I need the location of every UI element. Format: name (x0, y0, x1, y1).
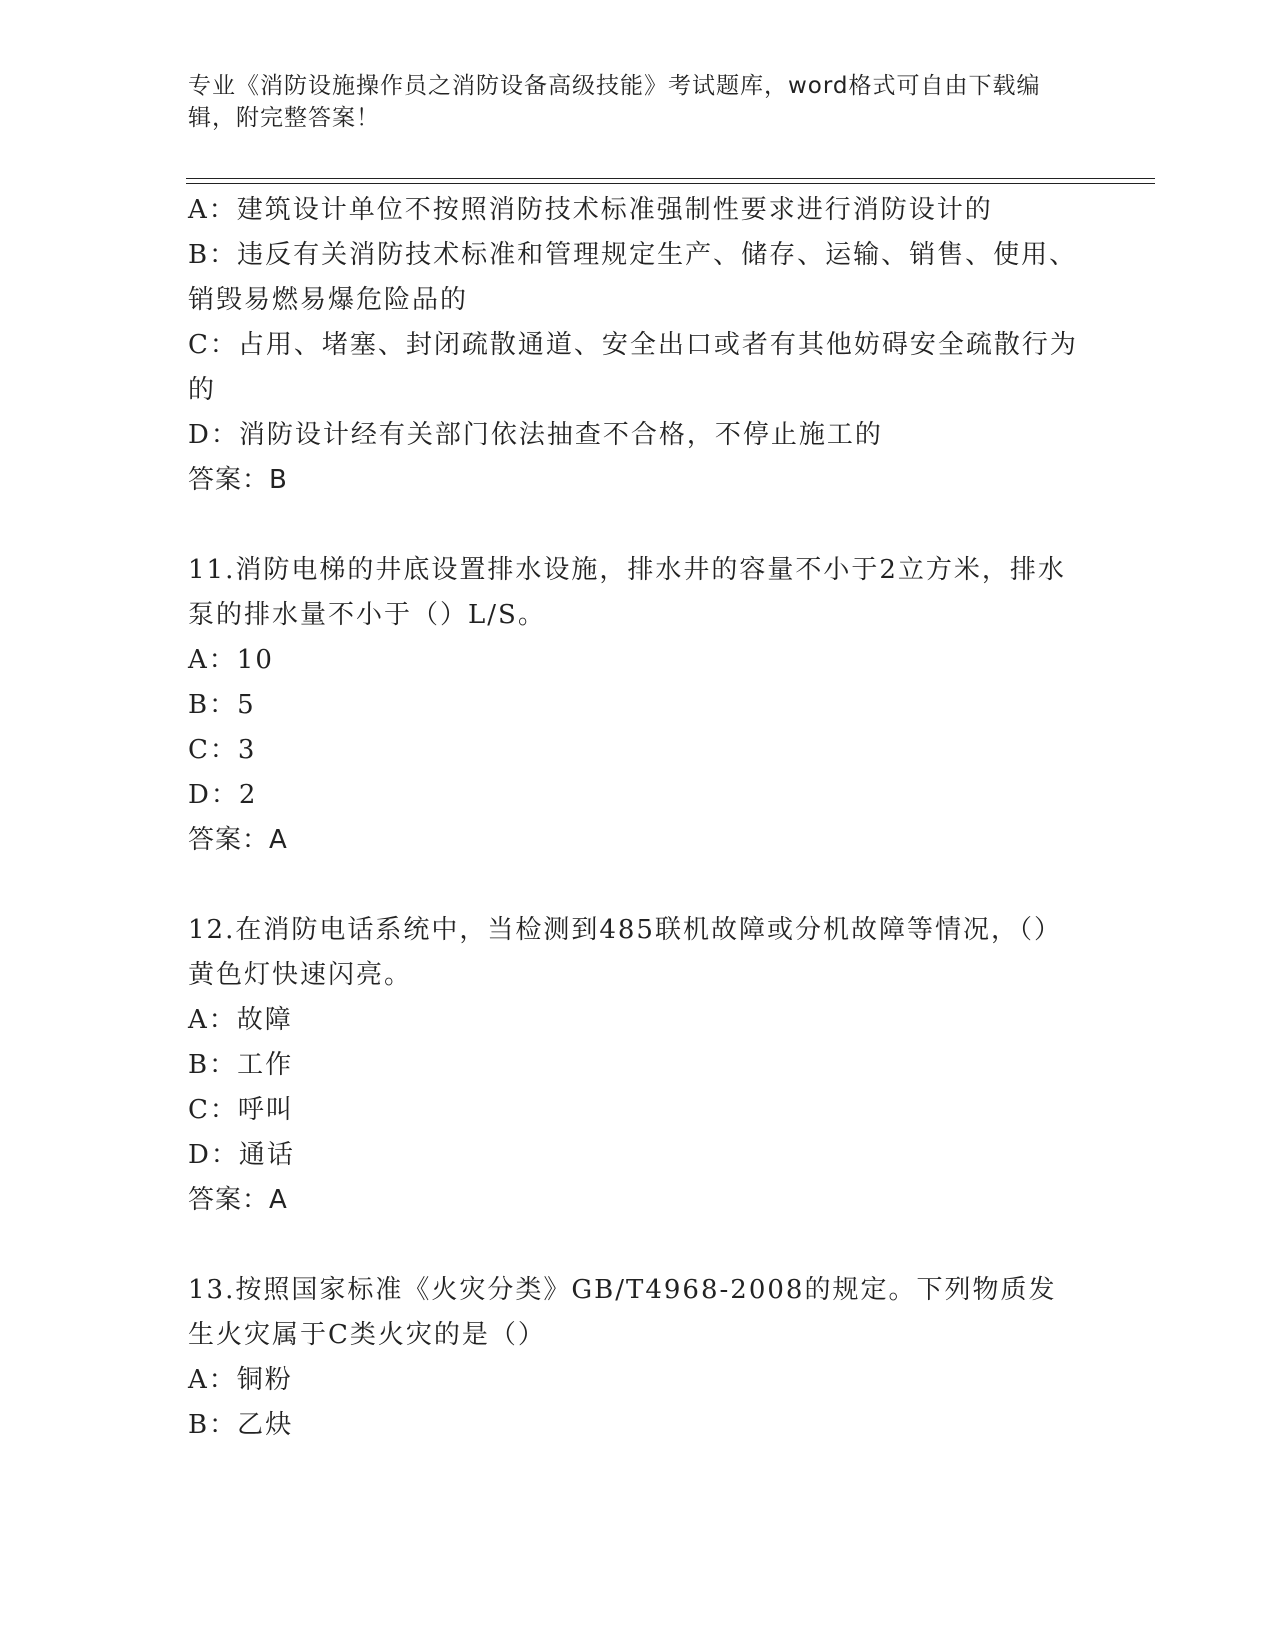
answer-label: 答案： (188, 825, 270, 855)
answer-value: A (269, 1185, 288, 1215)
option-c: C：3 (188, 735, 257, 765)
answer-line (188, 1178, 1078, 1223)
option-b: B：乙炔 (188, 1410, 294, 1440)
answer-line (188, 458, 1078, 503)
question-stem: 11.消防电梯的井底设置排水设施，排水井的容量不小于2立方米，排水泵的排水量不小于（）L/S。 (188, 555, 1066, 630)
option-b: B：5 (188, 690, 256, 720)
option-a: A：10 (188, 645, 274, 675)
spacer (188, 503, 1078, 548)
option-a: A：建筑设计单位不按照消防技术标准强制性要求进行消防设计的 (188, 195, 993, 225)
option-a: A：故障 (188, 1005, 293, 1035)
header-divider-top (186, 178, 1155, 179)
question-stem: 12.在消防电话系统中，当检测到485联机故障或分机故障等情况，（）黄色灯快速闪亮。 (188, 915, 1062, 990)
question-block-11 (188, 548, 1078, 863)
answer-line (188, 818, 1078, 863)
option-c: C：占用、堵塞、封闭疏散通道、安全出口或者有其他妨碍安全疏散行为的 (188, 330, 1078, 405)
header-divider-bottom (186, 183, 1155, 184)
question-block-10 (188, 188, 1078, 503)
option-b: B：工作 (188, 1050, 294, 1080)
answer-label: 答案： (188, 465, 270, 495)
question-stem: 13.按照国家标准《火灾分类》GB/T4968-2008的规定。下列物质发生火灾属于C类火灾的是（） (188, 1275, 1057, 1350)
option-c: C：呼叫 (188, 1095, 294, 1125)
option-d: D：2 (188, 780, 258, 810)
answer-label: 答案： (188, 1185, 270, 1215)
option-b: B：违反有关消防技术标准和管理规定生产、储存、运输、销售、使用、销毁易燃易爆危险品的 (188, 240, 1078, 315)
answer-value: B (269, 465, 288, 495)
question-list (188, 188, 1078, 1448)
option-a: A：铜粉 (188, 1365, 293, 1395)
spacer (188, 1223, 1078, 1268)
spacer (188, 863, 1078, 908)
option-d: D：消防设计经有关部门依法抽查不合格，不停止施工的 (188, 420, 883, 450)
document-header (188, 70, 1068, 134)
question-block-13 (188, 1268, 1078, 1448)
option-d: D：通话 (188, 1140, 295, 1170)
answer-value: A (269, 825, 288, 855)
header-text: 专业《消防设施操作员之消防设备高级技能》考试题库，word格式可自由下载编辑，附完整答案！ (188, 73, 1041, 131)
question-block-12 (188, 908, 1078, 1223)
